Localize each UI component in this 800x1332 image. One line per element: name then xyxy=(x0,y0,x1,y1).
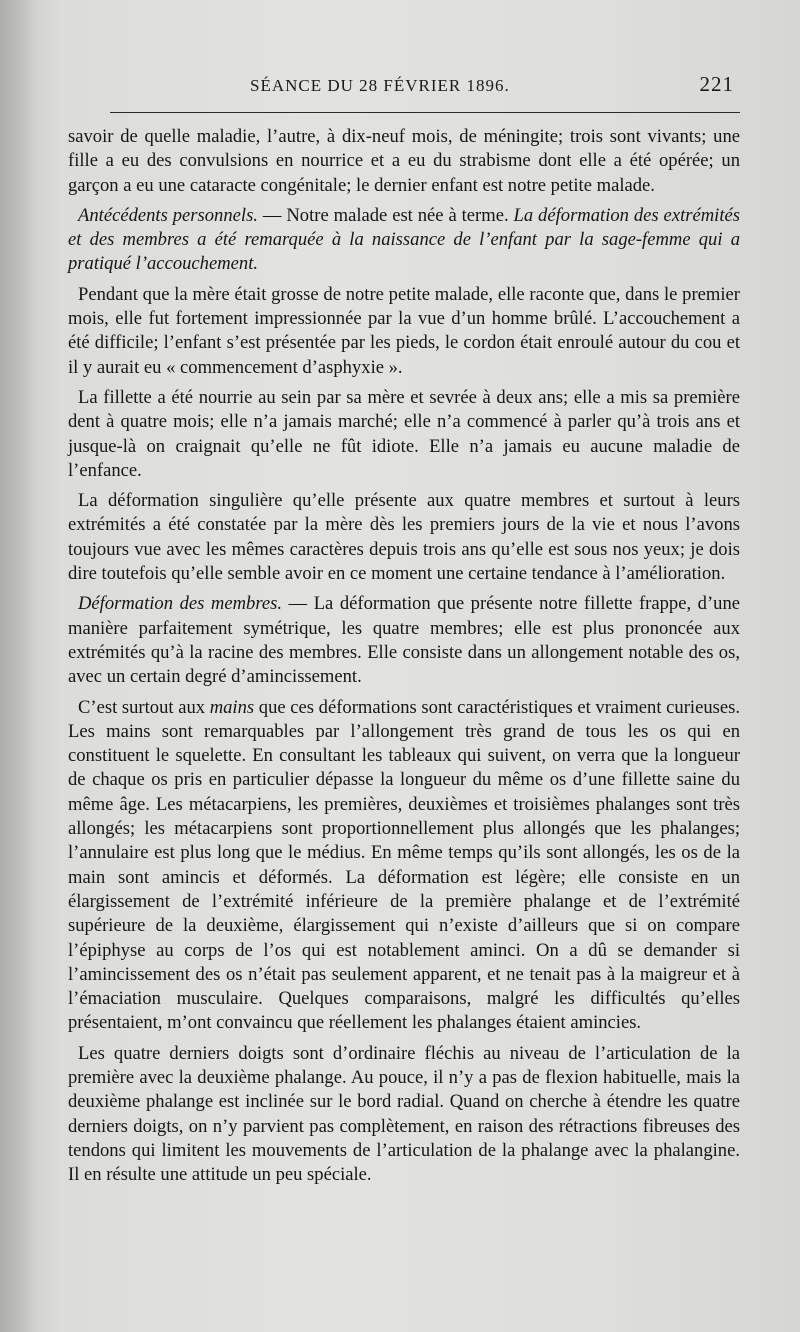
paragraph-2-italic: La déformation des extrémités et des membres a été remarquée à la naissance de l’enfant par la sage-femme qui a pratiqué l’accouchement. xyxy=(68,204,740,275)
header-rule xyxy=(110,112,740,113)
page-number: 221 xyxy=(699,72,734,96)
paragraph-7-start: C’est surtout aux xyxy=(78,696,210,718)
section-label-antecedents: Antécédents personnels. xyxy=(78,204,258,226)
paragraph-6 xyxy=(68,592,740,689)
paragraph-1: savoir de quelle maladie, l’autre, à dix-neuf mois, de méningite; trois sont vivants; une fille a eu des convulsions en nourrice et a eu du strabisme dont elle a été opérée; un garçon a eu une cataracte congénitale; le dernier enfant est notre petite malade. xyxy=(68,126,740,196)
paragraph-2-text: — Notre malade est née à terme. xyxy=(257,204,514,226)
paragraph-7 xyxy=(68,696,740,1036)
paragraph-5: La déformation singulière qu’elle présente aux quatre membres et surtout à leurs extrémités a été constatée par la mère dès les premiers jours de la vie et nous l’avons toujours vue avec les mêmes caractères depuis trois ans qu’elle est sous nos yeux; je dois dire toutefois qu’elle semble avoir en ce moment une certaine tendance à l’amélioration. xyxy=(68,490,740,585)
paragraph-7-italic: mains xyxy=(209,696,255,718)
body-text xyxy=(68,125,740,1193)
paragraph-3: Pendant que la mère était grosse de notre petite malade, elle raconte que, dans le premier mois, elle fut fortement impressionnée par la vue d’un homme brûlé. L’accouchement a été difficile; l’enfant s’est présentée par les pieds, le cordon était enroulé autour du cou et il y aurait eu « commencement d’asphyxie ». xyxy=(68,283,740,378)
section-label-deformation: Déformation des membres. xyxy=(78,593,282,615)
paragraph-6-text: — La déformation que présente notre fillette frappe, d’une manière parfaitement symétrique, les quatre membres; elle est plus prononcée aux extrémités qu’à la racine des membres. Elle consiste dans un allongement notable des os, avec un certain degré d’amincissement. xyxy=(68,593,740,688)
paragraph-2 xyxy=(68,204,740,277)
paragraph-4: La fillette a été nourrie au sein par sa mère et sevrée à deux ans; elle a mis sa première dent à quatre mois; elle n’a jamais marché; elle n’a commencé à parler qu’à trois ans et jusque-là on craignait qu’elle ne fût idiote. Elle n’a jamais eu aucune maladie de l’enfance. xyxy=(68,386,740,481)
page-header xyxy=(60,70,740,110)
binding-shadow xyxy=(0,0,40,1332)
paragraph-8: Les quatre derniers doigts sont d’ordinaire fléchis au niveau de l’articulation de la première avec la deuxième phalange. Au pouce, il n’y a pas de flexion habituelle, mais la deuxième phalange est inclinée sur le bord radial. Quand on cherche à étendre les quatre derniers doigts, on n’y parvient pas complètement, en raison des rétractions fibreuses des tendons qui limitent les mouvements de l’articulation de la phalange avec la phalangine. Il en résulte une attitude un peu spéciale. xyxy=(68,1042,740,1186)
paragraph-7-rest: que ces déformations sont caractéristiques et vraiment curieuses. Les mains sont remarquables par l’allongement très grand de tous les os qui en constituent le squelette. En consultant les tableaux qui suivent, on verra que la longueur de chaque os pris en particulier dépasse la longueur du même os d’une fillette saine du même âge. Les métacarpiens, les premières, deuxièmes et troisièmes phalanges sont très allongés; les métacarpiens sont proportionnellement plus allongés que les phalanges; l’annulaire est plus long que le médius. En même temps qu’ils sont allongés, les os de la main sont amincis et déformés. La déformation est légère; elle consiste en un élargissement de l’extrémité inférieure de la première phalange et de l’extrémité supérieure de la deuxième, élargissement qui n’existe d’ailleurs que si on compare l’épiphyse au corps de l’os qui est notablement aminci. On a dû se demander si l’amincissement des os n’était pas seulement apparent, et ne tenait pas à la maigreur et à l’émaciation musculaire. Quelques comparaisons, malgré les difficultés qu’elles présentaient, m’ont convaincu que réellement les phalanges étaient amincies. xyxy=(68,696,740,1034)
running-head: SÉANCE DU 28 FÉVRIER 1896. xyxy=(250,76,510,95)
